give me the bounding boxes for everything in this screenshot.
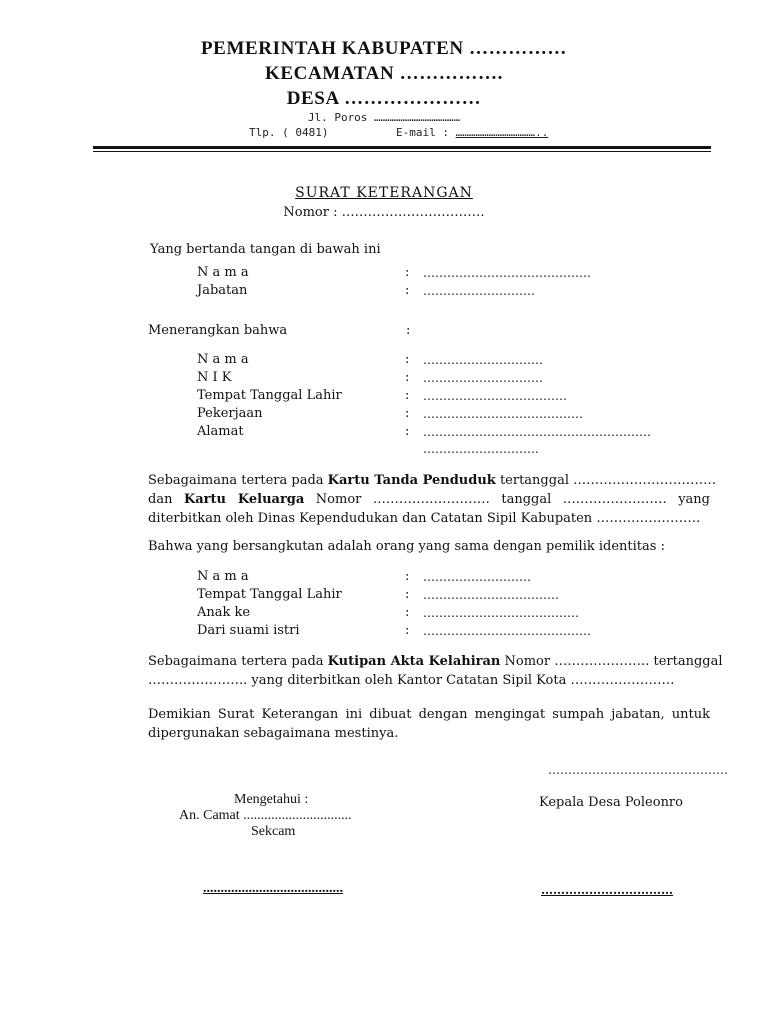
person-name-value: ………………………… xyxy=(423,353,543,367)
text: Demikian Surat Keterangan ini dibuat dengan mengingat sumpah jabatan, untuk xyxy=(148,707,710,722)
document-title: SURAT KETERANGAN xyxy=(295,185,473,201)
text: diterbitkan oleh Dinas Kependudukan dan Catatan Sipil Kabupaten …………………… xyxy=(148,511,701,526)
signer-name-label: N a m a xyxy=(197,265,249,280)
paragraph-closing xyxy=(148,705,710,743)
child-birth-value: ……………………………. xyxy=(423,588,559,602)
colon: : xyxy=(405,370,410,385)
header-rule-thick xyxy=(93,146,711,149)
colon: : xyxy=(405,283,410,298)
email-value: ……………………………….. xyxy=(455,126,549,139)
text: Nomor ……………………… tanggal …………………… yang xyxy=(304,492,711,507)
person-address-label: Alamat xyxy=(197,424,244,439)
left-signature-line: ........................................ xyxy=(203,881,343,896)
text: Sebagaimana tertera pada xyxy=(148,654,328,669)
colon: : xyxy=(405,587,410,602)
child-order-value: ………………………………… xyxy=(423,606,579,620)
header-email xyxy=(396,126,548,139)
person-birth-value: ……………………………… xyxy=(423,389,567,403)
text: dipergunakan sebagaimana mestinya. xyxy=(148,726,399,741)
person-birth-label: Tempat Tanggal Lahir xyxy=(197,388,342,403)
text: Nomor …………………. tertanggal xyxy=(500,654,723,669)
text: Sebagaimana tertera pada xyxy=(148,473,328,488)
date-line: ……………………………………… xyxy=(548,763,728,777)
header-phone: Tlp. ( 0481) xyxy=(249,126,329,139)
paragraph-birth-certificate xyxy=(148,652,723,690)
colon: : xyxy=(405,406,410,421)
person-address-value-2: ……………………….. xyxy=(423,442,539,456)
signer-intro: Yang bertanda tangan di bawah ini xyxy=(150,242,381,257)
declares-label: Menerangkan bahwa xyxy=(148,323,288,338)
child-name-label: N a m a xyxy=(197,569,249,584)
colon: : xyxy=(405,265,410,280)
text: dan xyxy=(148,492,184,507)
header-government: PEMERINTAH KABUPATEN …………… xyxy=(200,38,568,59)
text: ………………….. yang diterbitkan oleh Kantor Catatan Sipil Kota …………………… xyxy=(148,673,675,688)
camat-line: An. Camat ............................... xyxy=(179,808,352,823)
kk-term: Kartu Keluarga xyxy=(183,492,305,507)
person-job-value: …………………………………. xyxy=(423,407,583,421)
header-district: KECAMATAN ……………. xyxy=(265,63,503,84)
signer-position-value: ………………………. xyxy=(423,284,535,298)
document-number: Nomor : …………………………… xyxy=(283,205,485,220)
child-birth-label: Tempat Tanggal Lahir xyxy=(197,587,342,602)
colon: : xyxy=(405,352,410,367)
colon: : xyxy=(405,569,410,584)
colon: : xyxy=(405,424,410,439)
text: tertanggal …………………………… xyxy=(495,473,717,488)
child-name-value: ……………………… xyxy=(423,570,531,584)
birth-certificate-term: Kutipan Akta Kelahiran xyxy=(327,654,501,669)
ktp-term: Kartu Tanda Penduduk xyxy=(327,473,496,488)
colon: : xyxy=(405,623,410,638)
right-signature-line: …………………………… xyxy=(541,883,673,897)
header-village: DESA ………………… xyxy=(286,88,482,109)
colon: : xyxy=(406,323,411,338)
person-job-label: Pekerjaan xyxy=(197,406,263,421)
colon: : xyxy=(405,388,410,403)
email-label: E-mail : xyxy=(396,126,449,139)
child-parents-value: …………………………………… xyxy=(423,624,591,638)
child-parents-label: Dari suami istri xyxy=(197,623,300,638)
header-rule-thin xyxy=(93,151,711,152)
header-address: Jl. Poros ………………………………… xyxy=(307,111,461,124)
colon: : xyxy=(405,605,410,620)
person-name-label: N a m a xyxy=(197,352,249,367)
person-address-value: ………………………………………………… xyxy=(423,425,651,439)
person-nik-label: N I K xyxy=(197,370,232,385)
paragraph-identity: Bahwa yang bersangkutan adalah orang yang sama dengan pemilik identitas : xyxy=(148,539,665,554)
sekcam-label: Sekcam xyxy=(251,824,296,839)
village-head-title: Kepala Desa Poleonro xyxy=(539,795,683,810)
person-nik-value: ………………………… xyxy=(423,371,543,385)
child-order-label: Anak ke xyxy=(197,605,251,620)
acknowledged-label: Mengetahui : xyxy=(234,792,309,807)
paragraph-ktp-kk xyxy=(148,471,717,528)
signer-name-value: …………………………………… xyxy=(423,266,591,280)
signer-position-label: Jabatan xyxy=(197,283,248,298)
